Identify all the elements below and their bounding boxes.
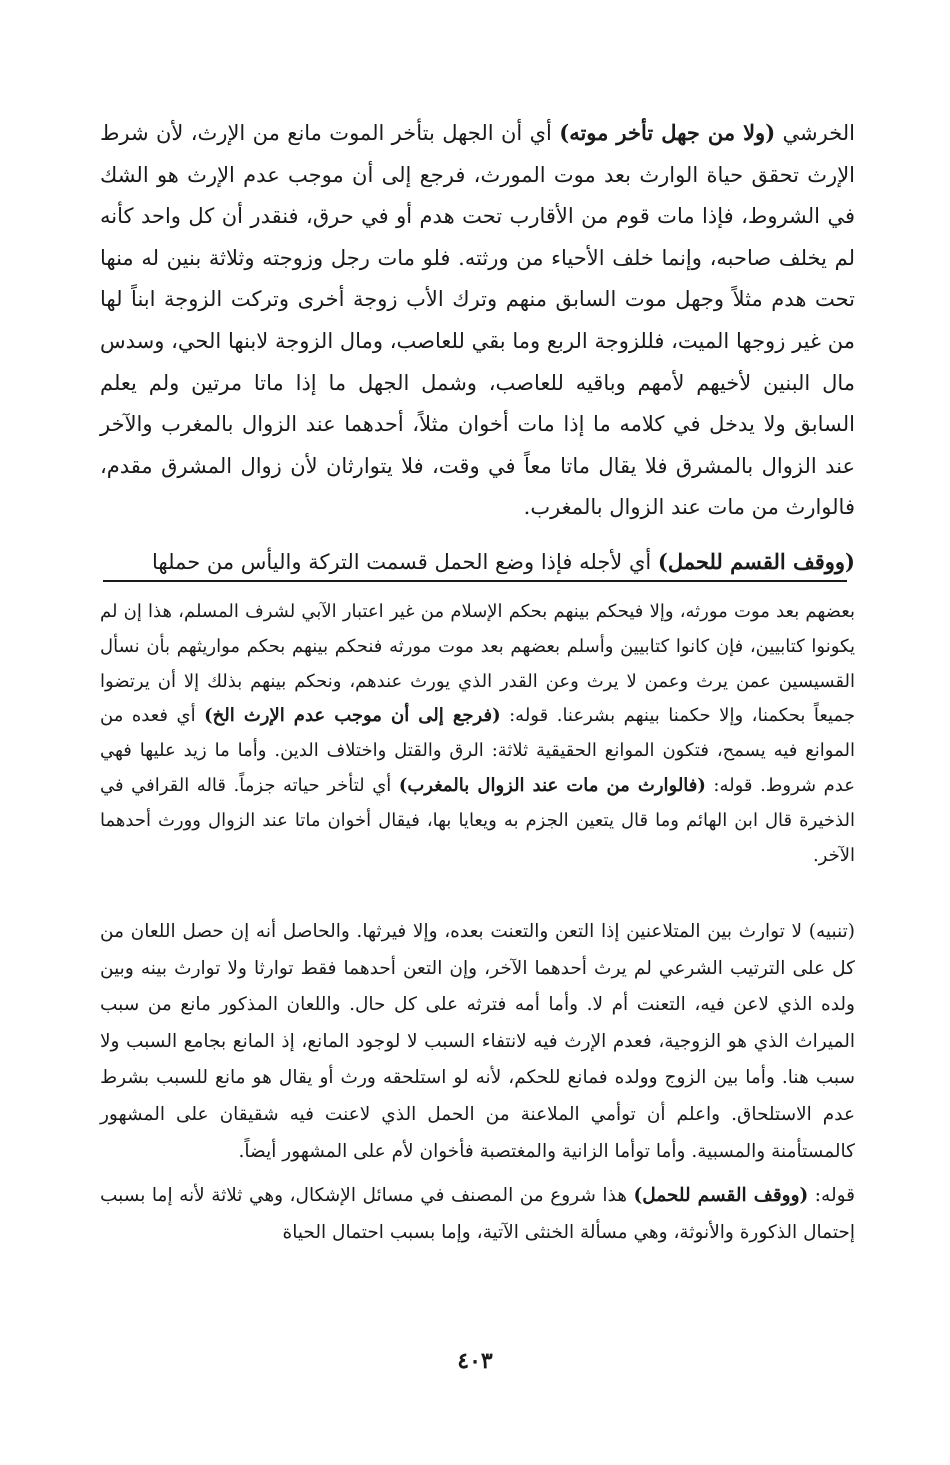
commentary-text bbox=[100, 914, 855, 1251]
footnote-divider bbox=[103, 580, 847, 582]
bold-quote: (فرجع إلى أن موجب عدم الإرث الخ) bbox=[204, 705, 501, 727]
main-text bbox=[100, 112, 855, 584]
text-run: أي لتأخر حياته جزماً. قاله القرافي في الذخيرة قال ابن الهائم وما قال يتعين الجزم به ويعايا بها، فيقال أخوان ماتا عند الزوال وورث أحدهما الآخر. bbox=[100, 774, 855, 866]
bold-quote: (فالوارث من مات عند الزوال بالمغرب) bbox=[398, 774, 706, 796]
text-run: هذا شروع من المصنف في مسائل الإشكال، وهي ثلاثة لأنه إما بسبب إحتمال الذكورة والأنوثة، وهي مسألة الخنثى الآتية، وإما بسبب احتمال الحياة bbox=[100, 1185, 855, 1243]
main-paragraph-1 bbox=[100, 112, 855, 529]
commentary-paragraph-1 bbox=[100, 914, 855, 1170]
bold-quote: (ووقف القسم للحمل) bbox=[633, 1185, 809, 1207]
text-run: (تنبيه) لا توارث بين المتلاعنين إذا التعن والتعنت بعده، وإلا فيرثها. والحاصل أنه إن حصل اللعان من كل على الترتيب الشرعي لم يرث أحدهما الآخر، وإن التعن أحدهما فقط توارثا ولا توارث بينه وبين ولده الذي لاعن فيه، التعنت أم لا. وأما أمه فترثه على كل حال. واللعان المذكور مانع من سبب الميراث الذي هو الزوجية، فعدم الإرث فيه لانتفاء السبب لا لوجود المانع، إذ المانع بجامع السبب ولا سبب هنا. وأما بين الزوج وولده فمانع للحكم، لأنه لو استلحقه ورث أو يقال هو مانع للسبب بشرط عدم الاستلحاق. واعلم أن توأمي الملاعنة من الحمل الذي لاعنت فيه شقيقان على المشهور كالمستأمنة والمسبية. وأما توأما الزانية والمغتصبة فأخوان لأم على المشهور أيضاً. bbox=[100, 921, 855, 1162]
text-run: بعضهم بعد موت مورثه، وإلا فيحكم بينهم بحكم الإسلام من غير اعتبار الآبي لشرف المسلم، هذا إن لم يكونوا كتابيين، فإن كانوا كتابيين وأسلم بعضهم بعد موت مورثه فنحكم بينهم بحكم مواريثهم بأن نسأل القسيسين عمن يرث وعمن لا يرث وعن القدر الذي يورث عندهم، ونحكم بينهم بذلك إلا أن يرتضوا جميعاً بحكمنا، وإلا حكمنا بينهم بشرعنا. قوله: bbox=[100, 601, 856, 727]
text-run: الخرشي bbox=[775, 121, 855, 145]
commentary-paragraph-2 bbox=[100, 1178, 855, 1251]
bold-quote: (ولا من جهل تأخر موته) bbox=[559, 120, 776, 145]
page-number: ٤٠٣ bbox=[457, 1348, 493, 1374]
footnote-paragraph bbox=[100, 595, 855, 873]
text-run: أي أن الجهل بتأخر الموت مانع من الإرث، لأن شرط الإرث تحقق حياة الوارث بعد موت المورث، فرجع إلى أن موجب عدم الإرث هو الشك في الشروط، فإذا مات قوم من الأقارب تحت هدم أو في حرق، فنقدر أن كل واحد كأنه لم يخلف صاحبه، وإنما خلف الأحياء من ورثته. فلو مات رجل وزوجته وثلاثة بنين له منها تحت هدم مثلاً وجهل موت السابق منهم وترك الأب زوجة أخرى وتركت الزوجة ابناً لها من غير زوجها الميت، فللزوجة الربع وما بقي للعاصب، ومال الزوجة لابنها الحي، وسدس مال البنين لأخيهم لأمهم وباقيه للعاصب، وشمل الجهل ما إذا ماتا مرتين ولم يعلم السابق ولا يدخل في كلامه ما إذا مات أخوان مثلاً، أحدهما عند الزوال بالمغرب والآخر عند الزوال بالمشرق فلا يقال ماتا معاً في وقت، فلا يتوارثان لأن زوال المشرق مقدم، فالوارث من مات عند الزوال بالمغرب. bbox=[100, 121, 855, 520]
text-run: قوله: bbox=[808, 1185, 855, 1207]
text-run: أي فعده من الموانع فيه يسمح، فتكون الموانع الحقيقية ثلاثة: الرق والقتل واختلاف الدين. وأما ما زيد عليها فهي عدم شروط. قوله: bbox=[100, 705, 855, 796]
text-run: أي لأجله فإذا وضع الحمل قسمت التركة واليأس من حملها bbox=[152, 549, 658, 574]
footnote-text bbox=[100, 595, 855, 873]
main-paragraph-2 bbox=[100, 541, 855, 584]
bold-quote: (ووقف القسم للحمل) bbox=[657, 548, 855, 574]
